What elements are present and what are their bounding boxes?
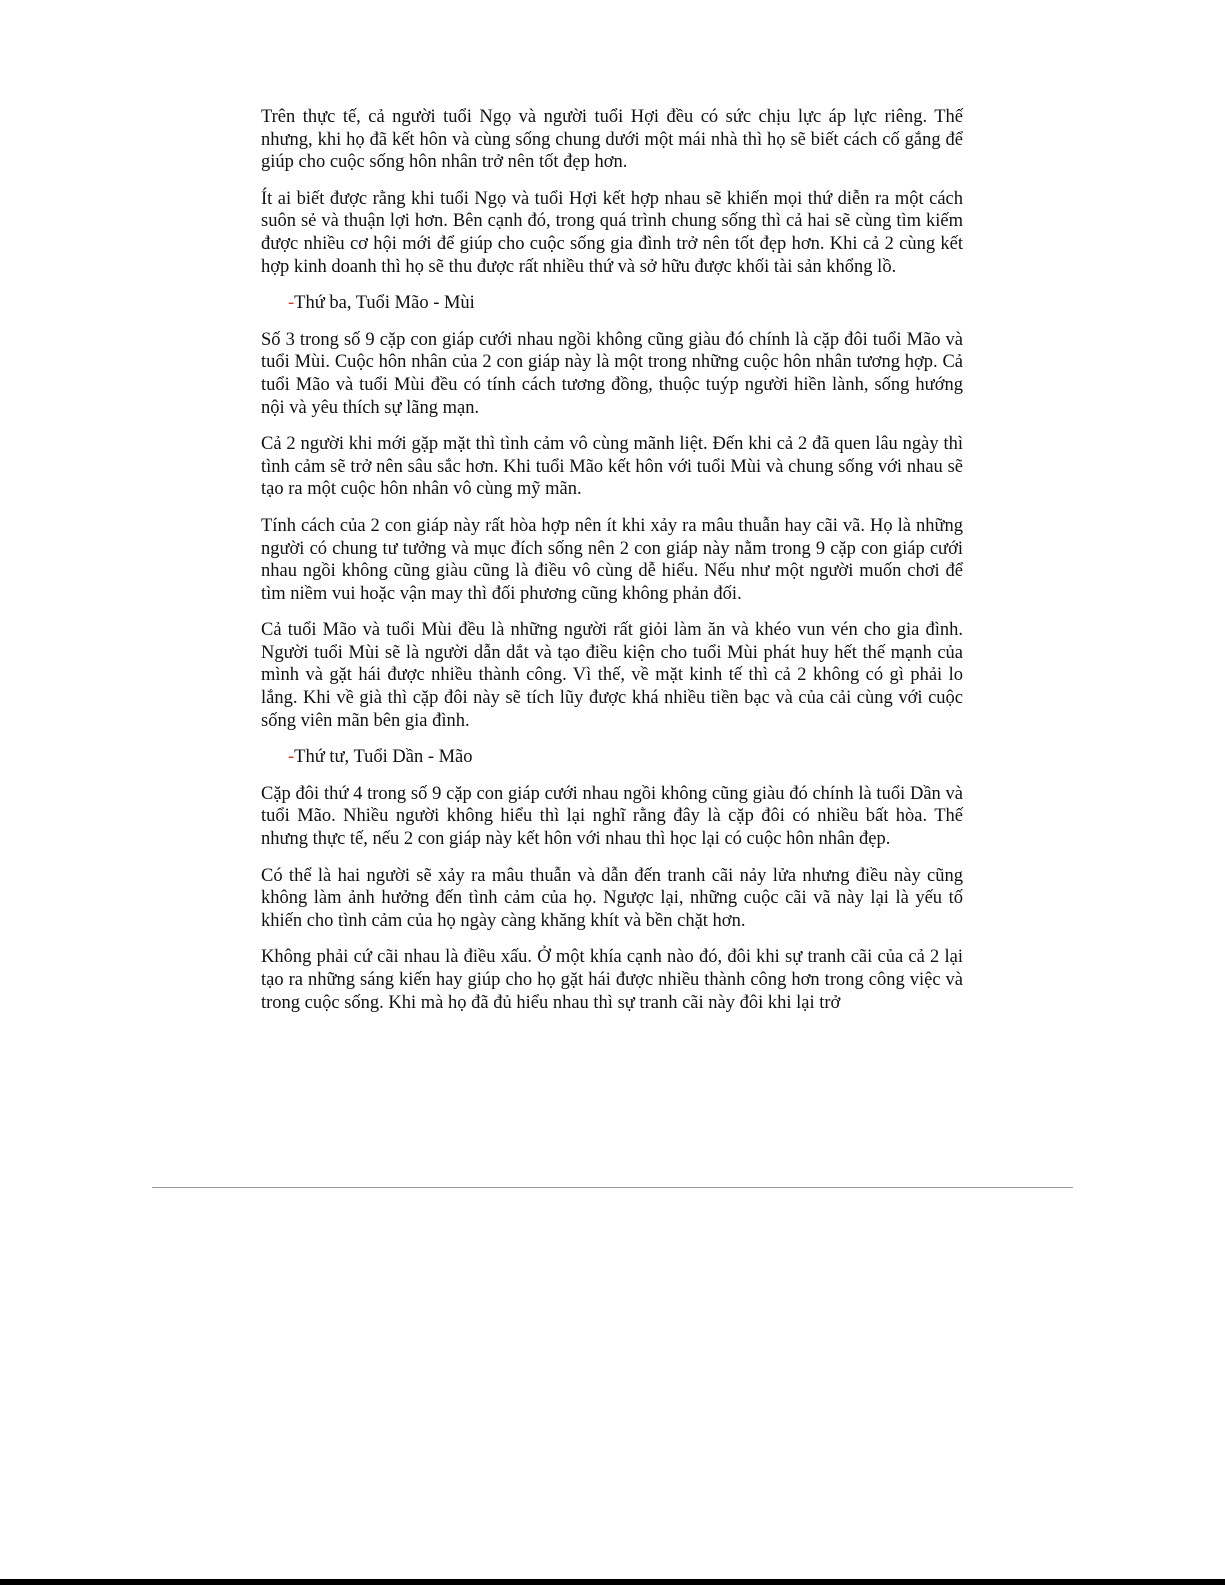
paragraph: Cả tuổi Mão và tuổi Mùi đều là những người rất giỏi làm ăn và khéo vun vén cho gia đình. Người tuổi Mùi sẽ là người dẫn dắt và tạo điều kiện cho tuổi Mùi phát huy hết thế mạnh của mình và gặt hái được nhiều thành công. Vì thế, về mặt kinh tế thì cả 2 không có gì phải lo lắng. Khi về già thì cặp đôi này sẽ tích lũy được khá nhiều tiền bạc và của cải cùng với cuộc sống viên mãn bên gia đình. — [261, 620, 963, 731]
paragraph: Cả 2 người khi mới gặp mặt thì tình cảm vô cùng mãnh liệt. Đến khi cả 2 đã quen lâu ngày thì tình cảm sẽ trở nên sâu sắc hơn. Khi tuổi Mão kết hôn với tuổi Mùi và chung sống với nhau sẽ tạo ra một cuộc hôn nhân vô cùng mỹ mãn. — [261, 434, 963, 500]
paragraph: Ít ai biết được rằng khi tuổi Ngọ và tuổi Hợi kết hợp nhau sẽ khiến mọi thứ diễn ra một cách suôn sẻ và thuận lợi hơn. Bên cạnh đó, trong quá trình chung sống thì cả hai sẽ cùng tìm kiếm được nhiều cơ hội mới để giúp cho cuộc sống gia đình trở nên tốt đẹp hơn. Khi cả 2 cùng kết hợp kinh doanh thì họ sẽ thu được rất nhiều thứ và sở hữu được khối tài sản khổng lồ. — [261, 188, 963, 277]
paragraph: Tính cách của 2 con giáp này rất hòa hợp nên ít khi xảy ra mâu thuẫn hay cãi vã. Họ là những người có chung tư tưởng và mục đích sống nên 2 con giáp này nằm trong 9 cặp con giáp cưới nhau ngồi không cũng giàu cũng là điều vô cùng dễ hiểu. Nếu như một người muốn chơi để tìm niềm vui hoặc vận may thì đối phương cũng không phản đối. — [261, 515, 963, 604]
heading-dash: - — [288, 747, 295, 768]
page-divider — [152, 1187, 1073, 1188]
paragraph: Trên thực tế, cả người tuổi Ngọ và người tuổi Hợi đều có sức chịu lực áp lực riêng. Thế nhưng, khi họ đã kết hôn và cùng sống chung dưới một mái nhà thì họ sẽ biết cách cố gắng để giúp cho cuộc sống hôn nhân trở nên tốt đẹp hơn. — [261, 107, 963, 173]
paragraph: Cặp đôi thứ 4 trong số 9 cặp con giáp cưới nhau ngồi không cũng giàu đó chính là tuổi Dần và tuổi Mão. Nhiều người không hiểu thì lại nghĩ rằng đây là cặp đôi có nhiều bất hòa. Thế nhưng thực tế, nếu 2 con giáp này kết hôn với nhau thì học lại có cuộc hôn nhân đẹp. — [261, 783, 963, 850]
bottom-edge-bar — [0, 1579, 1225, 1585]
heading-dash: - — [288, 293, 295, 314]
paragraph: Có thể là hai người sẽ xảy ra mâu thuẫn và dẫn đến tranh cãi nảy lửa nhưng điều này cũng không làm ảnh hưởng đến tình cảm của họ. Ngược lại, những cuộc cãi vã này lại là yếu tố khiến cho tình cảm của họ ngày càng khăng khít và bền chặt hơn. — [261, 865, 963, 931]
heading-text: Thứ ba, Tuổi Mão - Mùi — [294, 293, 475, 314]
heading-text: Thứ tư, Tuổi Dần - Mão — [294, 747, 473, 768]
section-heading-4 — [288, 746, 963, 769]
paragraph: Số 3 trong số 9 cặp con giáp cưới nhau ngồi không cũng giàu đó chính là cặp đôi tuổi Mão và tuổi Mùi. Cuộc hôn nhân của 2 con giáp này là một trong những cuộc hôn nhân tương hợp. Cả tuổi Mão và tuổi Mùi đều có tính cách tương đồng, thuộc tuýp người hiền lành, sống hướng nội và yêu thích sự lãng mạn. — [261, 329, 963, 418]
document-body — [261, 106, 963, 1028]
paragraph: Không phải cứ cãi nhau là điều xấu. Ở một khía cạnh nào đó, đôi khi sự tranh cãi của cả 2 lại tạo ra những sáng kiến hay giúp cho họ gặt hái được nhiều thành công hơn trong công việc và trong cuộc sống. Khi mà họ đã đủ hiểu nhau thì sự tranh cãi này đôi khi lại trở — [261, 947, 963, 1013]
section-heading-3 — [288, 292, 963, 315]
